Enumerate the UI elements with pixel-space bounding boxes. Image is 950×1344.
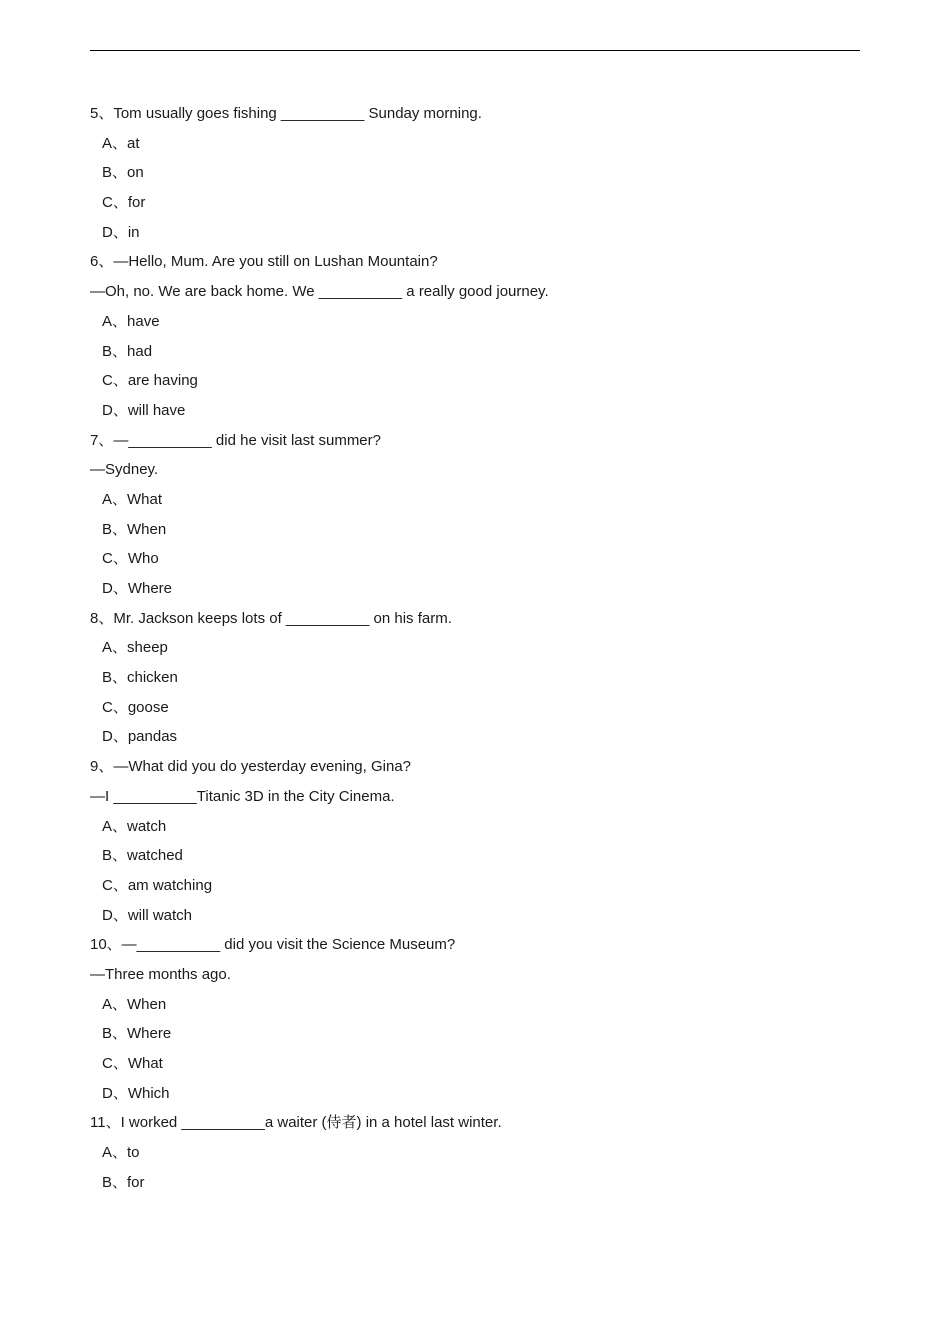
option-b: B、When (102, 520, 167, 538)
option-b: B、on (102, 164, 144, 182)
question-stem: 10、—__________ did you visit the Science Museum? (90, 936, 456, 954)
option-c: C、Who (102, 550, 159, 568)
question-stem: 6、—Hello, Mum. Are you still on Lushan Mountain? (90, 253, 438, 271)
question-8 (90, 604, 870, 752)
option-c: C、goose (102, 698, 169, 716)
question-stem: 8、Mr. Jackson keeps lots of __________ on his farm. (90, 609, 452, 627)
question-6 (90, 247, 870, 425)
question-stem-reply: —Oh, no. We are back home. We __________ a really good journey. (90, 283, 549, 301)
option-d: D、pandas (102, 728, 178, 746)
option-d: D、will watch (102, 906, 193, 924)
option-a: A、sheep (102, 639, 168, 657)
option-a: A、watch (102, 817, 167, 835)
option-d: D、will have (102, 401, 186, 419)
question-stem: 7、—__________ did he visit last summer? (90, 431, 381, 449)
question-stem: 5、Tom usually goes fishing __________ Sunday morning. (90, 105, 482, 122)
option-b: B、watched (102, 847, 183, 865)
option-c: C、for (102, 194, 146, 212)
option-d: D、in (102, 223, 140, 241)
option-b: B、Where (102, 1025, 172, 1043)
option-a: A、to (102, 1144, 140, 1162)
question-stem-reply: —I __________Titanic 3D in the City Cinema. (90, 787, 395, 805)
question-stem: 9、—What did you do yesterday evening, Gina? (90, 758, 412, 776)
question-10 (90, 930, 870, 1108)
question-stem: 11、I worked __________a waiter (侍者) in a hotel last winter. (90, 1114, 502, 1132)
option-a: A、at (102, 134, 140, 152)
question-stem-reply: —Sydney. (90, 461, 159, 479)
option-c: C、What (102, 1055, 163, 1072)
option-a: A、What (102, 490, 163, 508)
question-stem-reply: —Three months ago. (90, 965, 231, 983)
option-d: D、Where (102, 580, 173, 597)
question-7 (90, 426, 870, 604)
header-rule (90, 50, 860, 51)
option-a: A、When (102, 995, 167, 1013)
question-9 (90, 752, 870, 930)
option-b: B、had (102, 342, 153, 360)
option-c: C、are having (102, 372, 198, 390)
option-d: D、Which (102, 1084, 170, 1102)
option-b: B、chicken (102, 669, 178, 687)
option-b: B、for (102, 1173, 145, 1191)
question-list (90, 99, 870, 1197)
option-c: C、am watching (102, 876, 213, 894)
question-5 (90, 99, 870, 247)
option-a: A、have (102, 312, 160, 330)
question-11 (90, 1108, 870, 1197)
